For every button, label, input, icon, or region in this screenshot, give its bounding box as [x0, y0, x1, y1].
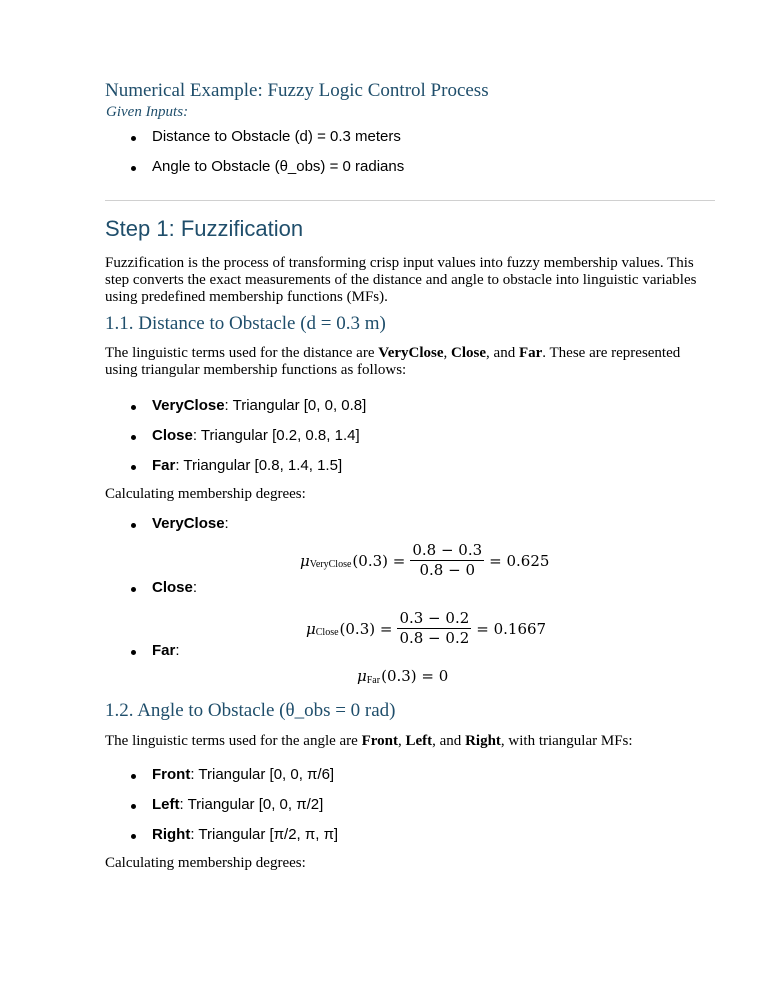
numerator: 0.8 − 0.3: [412, 541, 483, 559]
subscript: Far: [366, 674, 381, 686]
subscript: VeryClose: [309, 559, 352, 570]
text: . These are represented: [542, 345, 681, 361]
list-item: [152, 515, 229, 532]
text: (0.3) =: [339, 619, 393, 638]
text: : Triangular [0, 0, π/2]: [179, 796, 324, 813]
term: VeryClose: [152, 515, 225, 532]
paragraph-line: step converts the exact measurements of the distance and angle to obstacle into linguistic variables: [105, 272, 697, 288]
term: Far: [152, 457, 176, 474]
fraction: [397, 610, 471, 647]
equation-far: [357, 667, 448, 685]
term: Left: [405, 733, 433, 749]
mu-symbol: μ: [306, 619, 316, 638]
text: , with triangular MFs:: [500, 733, 633, 749]
text: : Triangular [0, 0, π/6]: [190, 766, 335, 783]
text: ,: [443, 345, 452, 361]
bullet-icon: [131, 136, 136, 141]
term: Close: [451, 345, 487, 361]
paragraph-line: [105, 733, 633, 750]
paragraph-line: using predefined membership functions (MFs).: [105, 289, 388, 305]
bullet-icon: [131, 834, 136, 839]
term: VeryClose: [378, 345, 444, 361]
paragraph-line: using triangular membership functions as follows:: [105, 362, 407, 378]
section-heading-angle: 1.2. Angle to Obstacle (θ_obs = 0 rad): [105, 700, 396, 721]
term: Close: [152, 427, 193, 444]
text: : Triangular [0.8, 1.4, 1.5]: [175, 457, 343, 474]
bullet-icon: [131, 166, 136, 171]
text: :: [192, 579, 198, 596]
list-item: [152, 642, 180, 659]
bullet-icon: [131, 804, 136, 809]
numerator: 0.3 − 0.2: [399, 609, 470, 627]
horizontal-rule: [105, 200, 715, 201]
document-title: Numerical Example: Fuzzy Logic Control Process: [105, 80, 489, 101]
equation-close: [306, 610, 546, 647]
list-item: [152, 766, 334, 783]
step-heading: Step 1: Fuzzification: [105, 216, 304, 241]
list-item: Distance to Obstacle (d) = 0.3 meters: [152, 128, 401, 145]
bullet-icon: [131, 523, 136, 528]
bullet-icon: [131, 405, 136, 410]
text: : Triangular [0.2, 0.8, 1.4]: [192, 427, 360, 444]
list-item: [152, 397, 366, 414]
text: : Triangular [π/2, π, π]: [190, 826, 339, 843]
bullet-icon: [131, 587, 136, 592]
intro-paragraph: [105, 255, 696, 306]
list-item: [152, 796, 323, 813]
text: , and: [486, 345, 519, 361]
text: :: [175, 642, 180, 659]
section-heading-distance: 1.1. Distance to Obstacle (d = 0.3 m): [105, 313, 386, 334]
subscript: Close: [315, 627, 339, 638]
term: Far: [152, 642, 176, 659]
text: : Triangular [0, 0, 0.8]: [224, 397, 367, 414]
denominator: 0.8 − 0: [419, 561, 475, 579]
bullet-icon: [131, 465, 136, 470]
angle-intro: [105, 733, 633, 750]
calc-label: Calculating membership degrees:: [105, 855, 306, 871]
term: Close: [152, 579, 193, 596]
paragraph-line: [105, 345, 680, 362]
fraction: [410, 542, 484, 579]
denominator: 0.8 − 0.2: [399, 629, 470, 647]
term: Far: [518, 345, 543, 361]
text: (0.3) =: [352, 551, 406, 570]
list-item: [152, 579, 197, 596]
term: Right: [152, 826, 191, 843]
term: Front: [361, 733, 398, 749]
result: = 0.1667: [476, 619, 547, 638]
mu-symbol: μ: [357, 667, 367, 685]
bullet-icon: [131, 435, 136, 440]
equation-veryclose: [300, 542, 549, 579]
given-inputs-label: Given Inputs:: [106, 104, 189, 120]
calc-label: Calculating membership degrees:: [105, 486, 306, 502]
paragraph-line: Fuzzification is the process of transforming crisp input values into fuzzy membership values. This: [105, 255, 694, 271]
term: Right: [465, 733, 501, 749]
term: Front: [152, 766, 191, 783]
distance-intro: [105, 345, 680, 379]
text: , and: [432, 733, 466, 749]
text: The linguistic terms used for the angle are: [105, 733, 362, 749]
text: ,: [397, 733, 406, 749]
term: VeryClose: [152, 397, 225, 414]
bullet-icon: [131, 774, 136, 779]
mu-symbol: μ: [300, 551, 310, 570]
bullet-icon: [131, 650, 136, 655]
list-item: [152, 826, 338, 843]
list-item: Angle to Obstacle (θ_obs) = 0 radians: [152, 158, 405, 175]
term: Left: [152, 796, 180, 813]
list-item: [152, 427, 360, 444]
text: The linguistic terms used for the distance are: [105, 345, 379, 361]
text: :: [224, 515, 229, 532]
result: = 0.625: [489, 551, 550, 570]
list-item: [152, 457, 342, 474]
text: (0.3) = 0: [381, 667, 449, 685]
